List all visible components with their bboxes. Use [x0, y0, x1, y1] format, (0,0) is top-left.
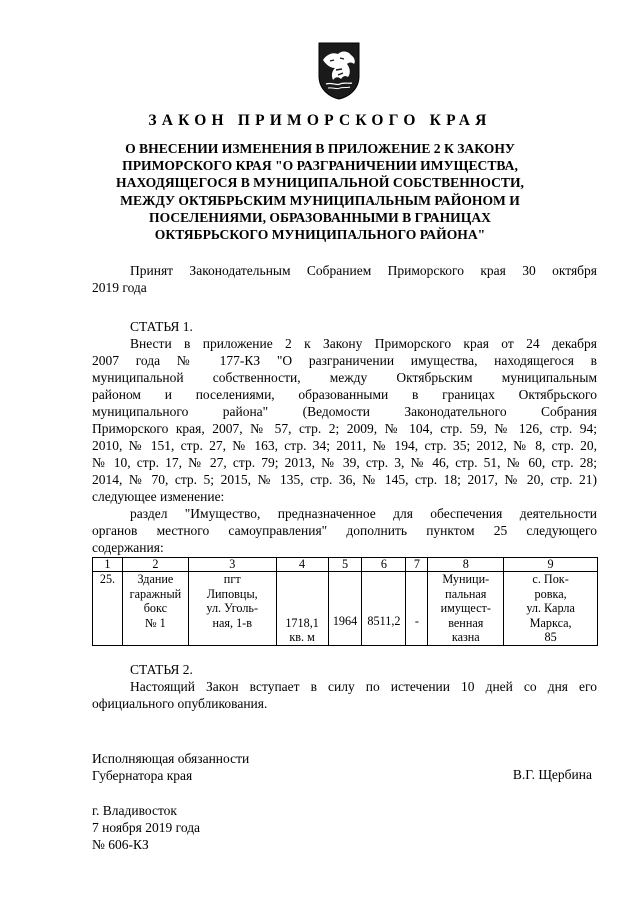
- article-1-heading: СТАТЬЯ 1.: [130, 319, 193, 334]
- table-header-cell: 8: [428, 558, 504, 572]
- cell-line: ная, 1-в: [212, 615, 252, 630]
- article-1-line: № 10, стр. 17, № 27, стр. 79; 2013, № 39, стр. 3, № 46, стр. 51, № 60, стр. 28;: [92, 455, 597, 470]
- article-1-line: 2007 года № 177-КЗ "О разграничении имущества, находящегося в: [92, 353, 597, 368]
- cell-line: с. Пок-: [532, 572, 569, 586]
- cell-line: ул. Уголь-: [206, 601, 259, 615]
- adoption-line: 2019 года: [92, 280, 147, 295]
- table-header-cell: 3: [188, 558, 276, 572]
- article-1-line: раздел "Имущество, предназначенное для обеспечения деятельности: [130, 506, 597, 521]
- table-header-cell: 4: [276, 558, 328, 572]
- address-cell: [188, 572, 276, 646]
- cell-line: 85: [544, 630, 557, 644]
- cell-line: 1718,1: [285, 615, 319, 630]
- cell-line: № 1: [144, 615, 166, 630]
- cell-line: имущест-: [440, 601, 491, 615]
- place-and-date: [92, 802, 200, 853]
- article-1-line: муниципальной собственности, между Октябрьским муниципальным: [92, 370, 597, 385]
- cell-line: ровка,: [534, 586, 567, 601]
- article-2-line: Настоящий Закон вступает в силу по истечении 10 дней со дня его: [130, 679, 597, 694]
- cell-line: пгт: [223, 572, 241, 586]
- article-1-line: органов местного самоуправления" дополнить пунктом 25 следующего: [92, 523, 597, 538]
- subtitle-line: ПРИМОРСКОГО КРАЯ "О РАЗГРАНИЧЕНИИ ИМУЩЕСТВА,: [122, 158, 518, 174]
- year-cell: 1964: [328, 572, 362, 646]
- table-header-cell: 1: [93, 558, 123, 572]
- table-header-cell: 2: [122, 558, 188, 572]
- area-cell: [276, 572, 328, 646]
- document-title: ЗАКОН ПРИМОРСКОГО КРАЯ: [148, 112, 492, 129]
- article-1: [92, 318, 597, 556]
- article-2: [92, 661, 597, 712]
- coat-of-arms-emblem: [318, 42, 360, 100]
- subtitle-line: МЕЖДУ ОКТЯБРЬСКИМ МУНИЦИПАЛЬНЫМ РАЙОНОМ И: [120, 192, 520, 208]
- subtitle-line: О ВНЕСЕНИИ ИЗМЕНЕНИЯ В ПРИЛОЖЕНИЕ 2 К ЗАКОНУ: [125, 141, 515, 156]
- subtitle-line: ПОСЕЛЕНИЯМИ, ОБРАЗОВАННЫМИ В ГРАНИЦАХ: [149, 209, 491, 225]
- table-header-cell: 7: [406, 558, 428, 572]
- position-line: Исполняющая обязанности: [92, 751, 250, 766]
- table-row: [93, 572, 598, 646]
- article-2-line: официального опубликования.: [92, 696, 268, 711]
- value-cell: 8511,2: [362, 572, 406, 646]
- article-1-line: районом и поселениями, образованными в границах Октябрьского: [92, 387, 597, 402]
- article-1-line: следующее изменение:: [92, 489, 225, 504]
- date: 7 ноября 2019 года: [92, 820, 201, 835]
- adoption-statement: [92, 262, 597, 296]
- table-header-row: [93, 558, 598, 572]
- law-number: № 606-КЗ: [92, 837, 149, 852]
- article-2-heading: СТАТЬЯ 2.: [130, 662, 193, 677]
- table-header-cell: 6: [362, 558, 406, 572]
- adoption-line: Принят Законодательным Собранием Приморского края 30 октября: [130, 263, 597, 278]
- article-1-line: Приморского края, 2007, № 57, стр. 2; 2009, № 104, стр. 59, № 126, стр. 94;: [92, 421, 597, 436]
- cell-line: венная: [448, 615, 484, 630]
- subtitle-line: ОКТЯБРЬСКОГО МУНИЦИПАЛЬНОГО РАЙОНА": [154, 227, 486, 243]
- position-line: Губернатора края: [92, 768, 193, 783]
- item-number-cell: 25.: [93, 572, 123, 646]
- cell-line: кв. м: [289, 630, 315, 644]
- location-cell: [504, 572, 598, 646]
- cell-line: гаражный: [129, 586, 182, 601]
- table-header-cell: 5: [328, 558, 362, 572]
- signatory-position: [92, 750, 249, 784]
- city: г. Владивосток: [92, 803, 177, 818]
- cell-line: бокс: [143, 601, 168, 615]
- cell-line: казна: [451, 630, 480, 644]
- subtitle-line: НАХОДЯЩЕГОСЯ В МУНИЦИПАЛЬНОЙ СОБСТВЕННОСТИ,: [116, 175, 524, 191]
- object-name-cell: [122, 572, 188, 646]
- cell-line: ул. Карла: [526, 601, 575, 615]
- article-1-line: 2010, № 151, стр. 27, № 163, стр. 34; 2011, № 194, стр. 35; 2012, № 8, стр. 20,: [92, 438, 597, 453]
- cell-line: Муници-: [442, 572, 490, 586]
- document-subtitle: [100, 140, 540, 243]
- cell-line: Маркса,: [529, 615, 572, 630]
- dash-cell: -: [406, 572, 428, 646]
- article-1-line: содержания:: [92, 540, 164, 555]
- article-1-line: 2014, № 70, стр. 5; 2015, № 135, стр. 36, № 145, стр. 18; 2017, № 20, стр. 21): [92, 472, 597, 487]
- cell-line: пальная: [445, 586, 487, 601]
- article-1-line: муниципального района" (Ведомости Законодательного Собрания: [92, 404, 597, 419]
- cell-line: Здание: [137, 572, 174, 586]
- table-header-cell: 9: [504, 558, 598, 572]
- property-table: [92, 557, 598, 646]
- signatory-name: В.Г. Щербина: [512, 767, 592, 782]
- cell-line: Липовцы,: [206, 586, 258, 601]
- owner-cell: [428, 572, 504, 646]
- article-1-line: Внести в приложение 2 к Закону Приморского края от 24 декабря: [130, 336, 597, 351]
